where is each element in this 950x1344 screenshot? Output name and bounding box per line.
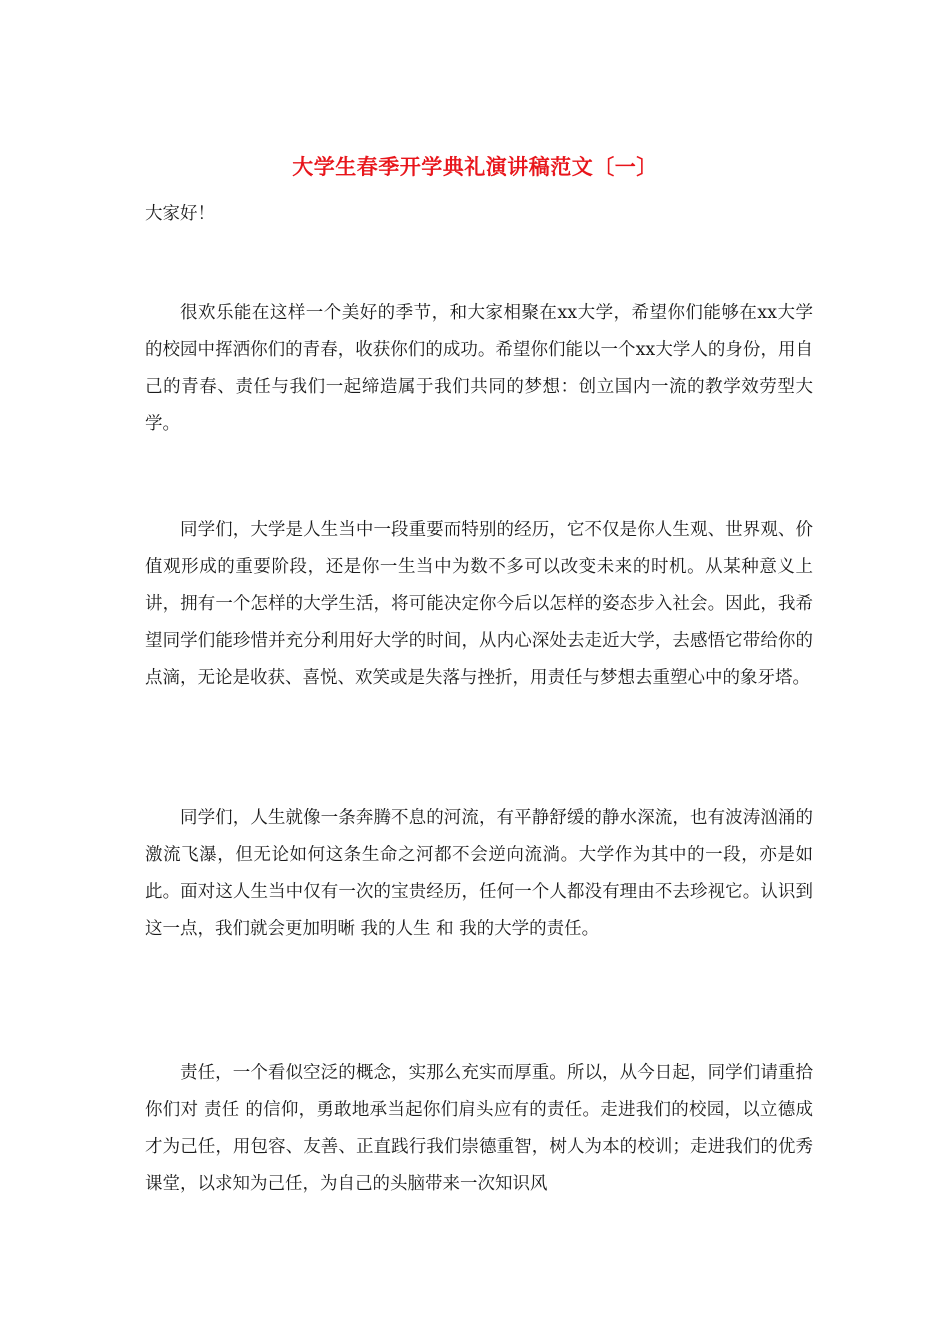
paragraph-1: 很欢乐能在这样一个美好的季节，和大家相聚在xx大学，希望你们能够在xx大学的校园中挥洒你们的青春，收获你们的成功。希望你们能以一个xx大学人的身份，用自己的青春、责任与我们一起缔造属于我们共同的梦想：创立国内一流的教学效劳型大学。: [145, 303, 813, 434]
greeting: 大家好！: [145, 204, 215, 224]
paragraph-2: 同学们，大学是人生当中一段重要而特别的经历，它不仅是你人生观、世界观、价值观形成的重要阶段，还是你一生当中为数不多可以改变未来的时机。从某种意义上讲，拥有一个怎样的大学生活，将可能决定你今后以怎样的姿态步入社会。因此，我希望同学们能珍惜并充分利用好大学的时间，从内心深处去走近大学，去感悟它带给你的点滴，无论是收获、喜悦、欢笑或是失落与挫折，用责任与梦想去重塑心中的象牙塔。: [145, 520, 813, 688]
paragraph-4: 责任，一个看似空泛的概念，实那么充实而厚重。所以，从今日起，同学们请重拾你们对 责任 的信仰，勇敢地承当起你们肩头应有的责任。走进我们的校园，以立德成才为己任，用包容、友善、正直践行我们崇德重智，树人为本的校训；走进我们的优秀课堂，以求知为己任，为自己的头脑带来一次知识风: [145, 1063, 813, 1194]
document-title: 大学生春季开学典礼演讲稿范文〔一〕: [292, 155, 658, 179]
paragraph-3: 同学们，人生就像一条奔腾不息的河流，有平静舒缓的静水深流，也有波涛汹涌的激流飞瀑，但无论如何这条生命之河都不会逆向流淌。大学作为其中的一段，亦是如此。面对这人生当中仅有一次的宝贵经历，任何一个人都没有理由不去珍视它。认识到这一点，我们就会更加明晰 我的人生 和 我的大学的责任。: [145, 808, 813, 939]
